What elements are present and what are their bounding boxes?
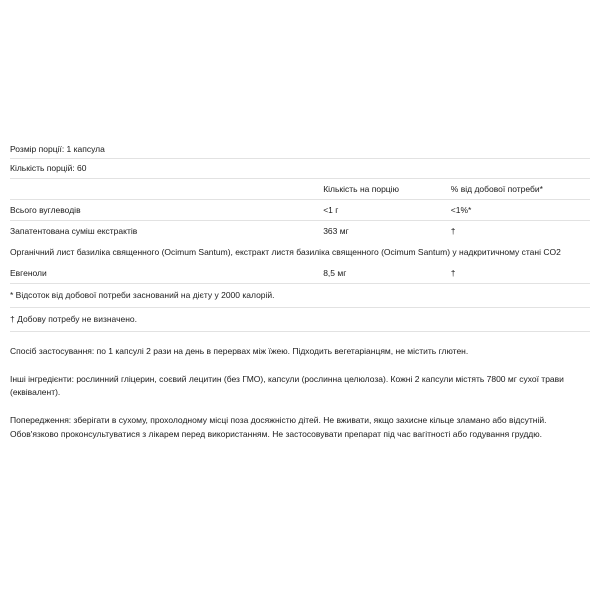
column-header-name [10,179,323,200]
table-row [10,199,590,220]
table-header-row [10,179,590,200]
nutrient-amount: 363 мг [323,225,349,236]
nutrient-daily-value: <1%* [451,199,590,220]
footnote-daily-value: * Відсоток від добової потреби заснований на дієту у 2000 калорій. [10,284,590,308]
nutrient-daily-value: † [451,263,590,284]
nutrient-amount: 8,5 мг [323,263,451,284]
footnote-not-established: † Добову потребу не визначено. [10,308,590,332]
nutrient-name: Запатентована суміш екстрактів [10,225,138,236]
column-header-amount: Кількість на порцію [323,179,451,200]
other-ingredients-text: Інші інгредієнти: рослинний гліцерин, соєвий лецитин (без ГМО), капсули (рослинна целюлоза). Кожні 2 капсули містять 7800 мг сухої трави (еквівалент). [10,373,564,398]
serving-size-line: Розмір порції: 1 капсула [10,144,105,154]
table-row [10,263,590,284]
warning-text: Попередження: зберігати в сухому, прохолодному місці поза досяжністю дітей. Не вживати, якщо захисне кільце зламано або відсутній. Обов'язково проконсультуватися з лікарем перед використанням. Не застосовувати препарат під час вагітності або годування груддю. [10,415,547,439]
nutrient-daily-value: † [450,225,456,236]
nutrient-name: Всього вуглеводів [10,199,323,220]
table-row [10,220,590,241]
servings-per-container-line: Кількість порцій: 60 [10,163,87,174]
directions-text: Спосіб застосування: по 1 капсулі 2 рази на день в перервах між їжею. Підходить вегетаріанцям, не містить глютен. [10,345,469,356]
blend-description-row [10,241,590,264]
table-body [10,199,590,284]
blend-description: Органічний лист базиліка священного (Ocimum Santum), екстракт листя базиліка священного (Ocimum Santum) у надкритичному стані CO2 [10,246,561,257]
nutrient-name: Евгеноли [10,263,323,284]
nutrition-table [10,179,590,285]
supplement-facts-panel [10,140,590,442]
column-header-daily-value: % від добової потреби* [451,179,590,200]
table-header [10,179,590,200]
nutrient-amount: <1 г [323,199,451,220]
